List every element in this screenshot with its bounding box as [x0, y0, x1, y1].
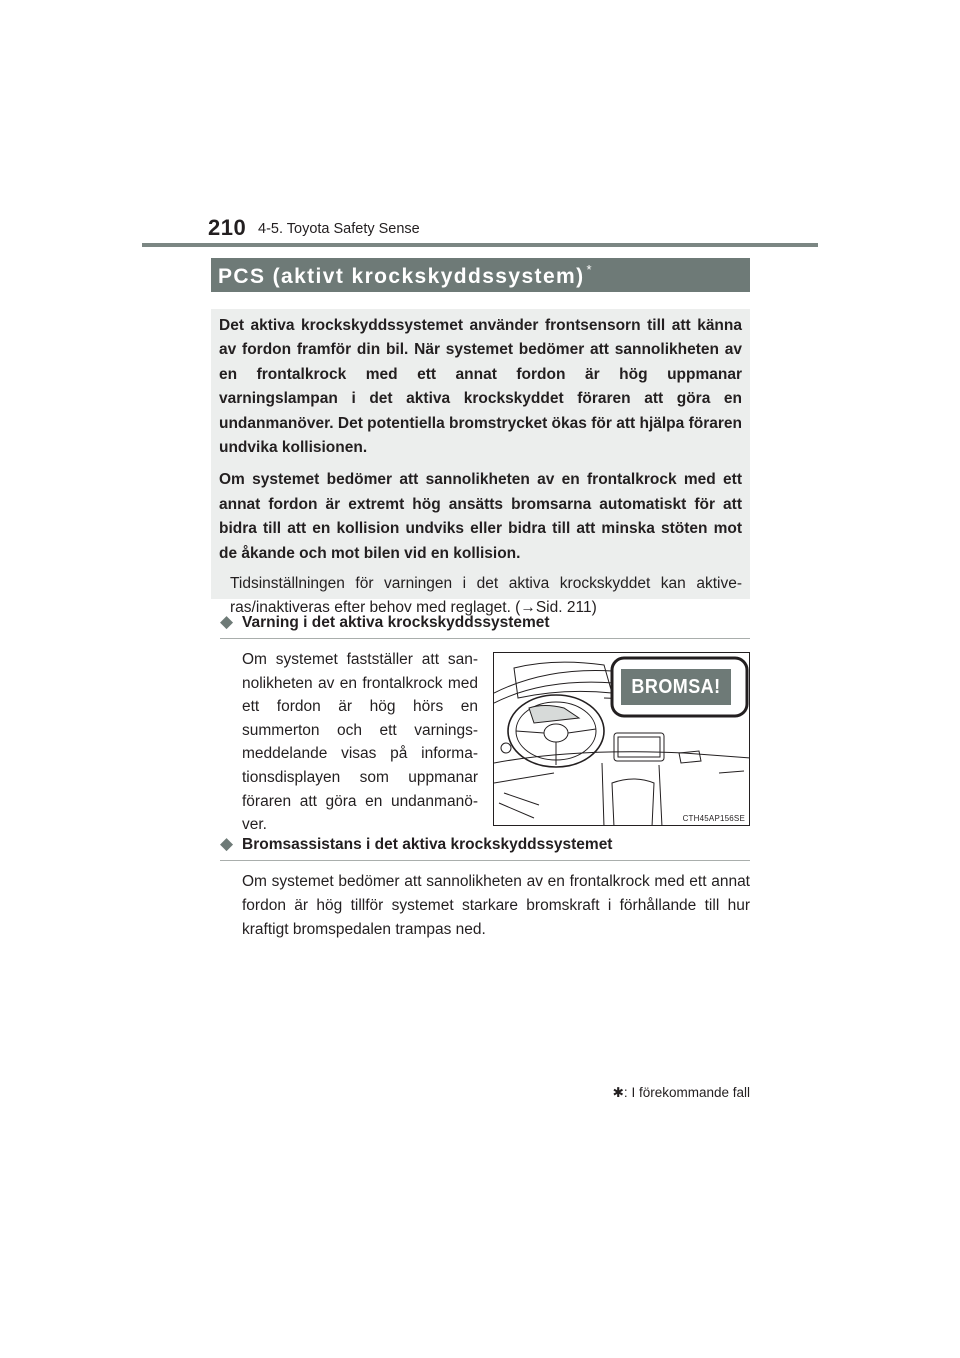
dashboard-illustration	[493, 652, 750, 826]
brake-warning-message: BROMSA!	[631, 676, 721, 698]
warning-heading	[220, 614, 750, 639]
intro-paragraph-2: Om systemet bedömer att sannolikheten av en frontalkrock med ett annat fordon är extremt hög ansätts bromsarna automatiskt för att bidra till att en kollision undviks eller bidra till att minska stöten mot de åkande och mot bilen vid en kollision.	[219, 471, 742, 562]
diamond-bullet-icon: ◆	[220, 612, 234, 631]
header-rule	[142, 243, 818, 247]
title-asterisk: *	[586, 262, 593, 277]
intro-paragraph-1: Det aktiva krockskyddssystemet använder frontsensorn till att känna av fordon framför din bil. När systemet bedömer att sannolikheten av en frontalkrock med ett annat fordon är hög uppmanar varningslampan i det aktiva krockskyddet föraren att göra en undanmanöver. Det potentiella bromstrycket ökas för att hjälpa föraren undvika kollisionen.	[219, 317, 742, 457]
intro-paragraph-3: Tidsinställningen för varningen i det aktiva krockskyddet kan aktiveras/inaktiveras efter behov med reglaget. (→Sid. 211)	[230, 575, 742, 617]
diamond-bullet-icon: ◆	[220, 834, 234, 853]
section-header: 4-5. Toyota Safety Sense	[258, 221, 420, 237]
intro-box	[211, 309, 750, 617]
assist-heading	[220, 836, 750, 861]
title-text: PCS (aktivt krockskyddssystem)	[218, 265, 585, 288]
title-bar	[211, 258, 750, 292]
assist-text: Om systemet bedömer att sannolikheten av en frontalkrock med ett annat fordon är hög tillför systemet starkare bromskraft i förhållande till hur kraftigt bromspedalen trampas ned.	[242, 873, 750, 938]
figure-code: CTH45AP156SE	[682, 814, 745, 823]
warning-heading-label: Varning i det aktiva krockskyddssystemet	[242, 614, 550, 631]
page-number: 210	[208, 215, 247, 240]
footnote: ✱: I förekommande fall	[612, 1085, 750, 1100]
warning-text: Om systemet fastställer att sannolikheten av en frontalkrock med ett fordon är hög hörs en summerton och ett varningsmeddelande visas på informationsdisplayen som uppmanar föraren att göra en undanmanöver.	[242, 651, 478, 834]
page-title	[218, 262, 593, 289]
assist-heading-label: Bromsassistans i det aktiva krockskyddssystemet	[242, 836, 613, 853]
